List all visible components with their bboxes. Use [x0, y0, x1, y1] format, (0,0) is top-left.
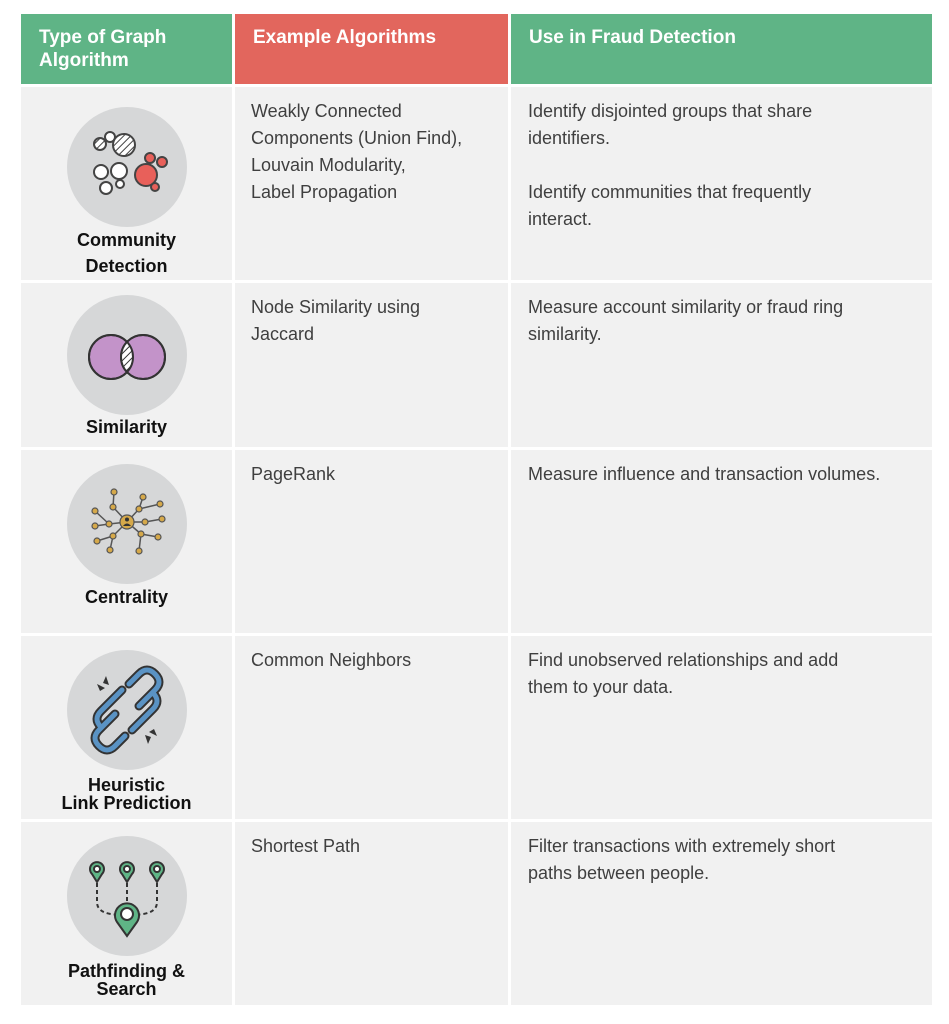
type-cell [21, 283, 232, 447]
link-prediction-icon [67, 650, 187, 770]
algorithms-cell: Node Similarity using Jaccard [235, 283, 508, 447]
use-cell: Find unobserved relationships and add them to your data. [511, 636, 932, 819]
header-algorithms: Example Algorithms [235, 14, 508, 84]
type-label: Heuristic Link Prediction [61, 775, 192, 813]
algorithms-cell: Shortest Path [235, 822, 508, 1005]
type-cell [21, 450, 232, 633]
type-cell [21, 636, 232, 819]
use-cell: Filter transactions with extremely short paths between people. [511, 822, 932, 1005]
table-row [21, 636, 932, 819]
community-detection-icon [67, 107, 187, 227]
header-type: Type of Graph Algorithm [21, 14, 232, 84]
use-cell: Identify disjointed groups that share identifiers. Identify communities that frequently interact. [511, 87, 932, 280]
type-cell [21, 822, 232, 1005]
algorithms-cell: PageRank [235, 450, 508, 633]
type-label: Pathfinding & Search [68, 961, 185, 999]
algorithms-cell: Common Neighbors [235, 636, 508, 819]
type-label: Community Detection [77, 230, 176, 276]
table-row [21, 822, 932, 1005]
centrality-icon [67, 464, 187, 584]
use-cell: Measure account similarity or fraud ring similarity. [511, 283, 932, 447]
table-row [21, 450, 932, 633]
header-use: Use in Fraud Detection [511, 14, 932, 84]
pathfinding-icon [67, 836, 187, 956]
graph-algorithms-table [21, 14, 932, 1005]
use-cell: Measure influence and transaction volumes. [511, 450, 932, 633]
table-header [21, 14, 932, 84]
type-label: Similarity [85, 417, 168, 437]
type-cell [21, 87, 232, 280]
similarity-icon [67, 295, 187, 415]
algorithms-cell: Weakly Connected Components (Union Find), Louvain Modularity, Label Propagation [235, 87, 508, 280]
type-label: Centrality [84, 587, 169, 607]
table-row [21, 283, 932, 447]
table-row [21, 87, 932, 280]
